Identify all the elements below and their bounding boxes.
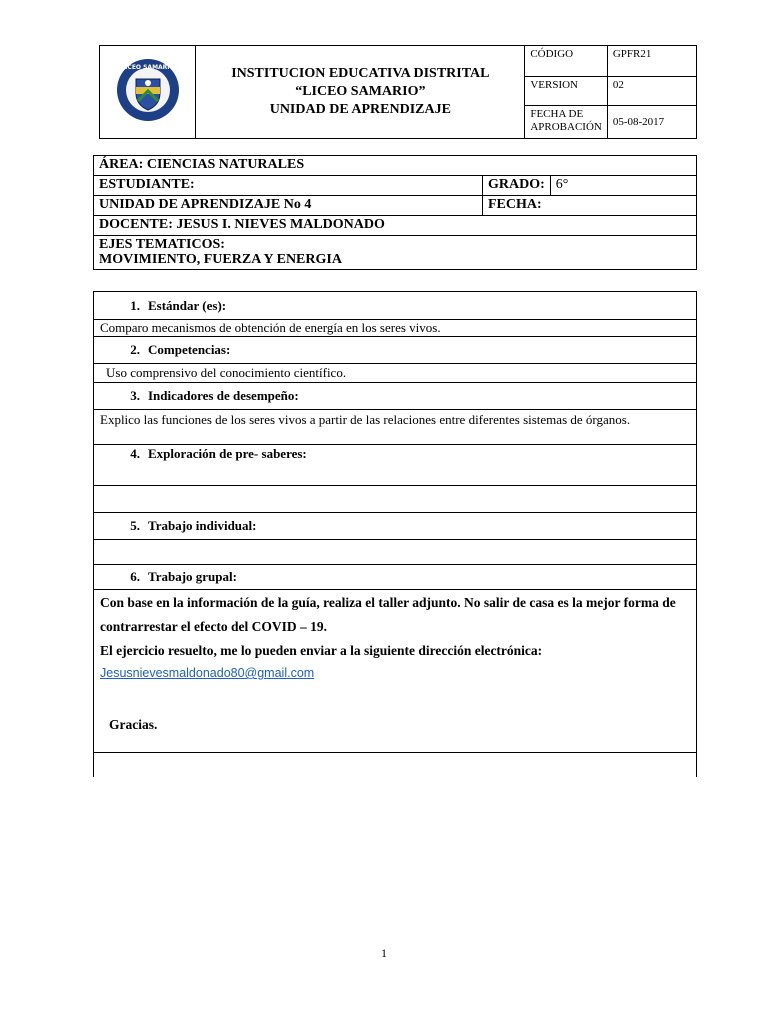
school-name: “LICEO SAMARIO” [295,84,426,99]
section-trabajo-grupal-header: 6. Trabajo grupal: [94,565,697,590]
section-title: Indicadores de desempeño: [148,388,299,403]
document-type: UNIDAD DE APRENDIZAJE [269,102,451,117]
fecha-aprobacion-label: FECHA DE APROBACIÓN [525,106,608,139]
grado-label: GRADO: [483,176,551,196]
svg-text:LICEO SAMARIO: LICEO SAMARIO [121,63,175,71]
institution-name: INSTITUCION EDUCATIVA DISTRITAL [231,66,490,81]
section-trabajo-grupal-body [94,590,697,753]
teacher-email-link[interactable]: Jesusnievesmaldonado80@gmail.com [100,666,315,680]
version-label: VERSION [525,77,608,106]
codigo-value: GPFR21 [607,46,696,77]
fecha-field[interactable]: FECHA: [483,196,697,216]
section-title: Trabajo grupal: [148,569,237,584]
section-title: Exploración de pre- saberes: [148,446,307,461]
grado-value: 6° [550,176,696,196]
trailing-empty-row [94,753,697,777]
header-table [99,45,697,139]
estudiante-field[interactable]: ESTUDIANTE: [94,176,483,196]
section-indicadores-text: Explico las funciones de los seres vivos a partir de las relaciones entre diferentes sistemas de órganos. [94,410,697,445]
section-competencias-header: 2. Competencias: [94,337,697,364]
submission-paragraph: El ejercicio resuelto, me lo pueden enviar a la siguiente dirección electrónica: [100,643,543,658]
instructions-paragraph: Con base en la información de la guía, realiza el taller adjunto. No salir de casa es la mejor forma de contrarrestar el efecto del COVID – 19. [100,595,676,634]
info-table [93,155,697,270]
section-presaberes-header: 4. Exploración de pre- saberes: [94,445,697,486]
learning-unit-table [93,291,697,777]
section-estandar-text: Comparo mecanismos de obtención de energía en los seres vivos. [94,320,697,337]
section-title: Trabajo individual: [148,518,257,533]
section-presaberes-answer[interactable] [94,486,697,513]
ejes-label: EJES TEMATICOS: [99,237,225,252]
section-trabajo-individual-header: 5. Trabajo individual: [94,513,697,540]
section-competencias-text: Uso comprensivo del conocimiento científico. [94,364,697,383]
thanks-text: Gracias. [109,717,158,732]
section-title: Estándar (es): [148,297,227,313]
page-number: 1 [381,946,387,960]
codigo-label: CÓDIGO [525,46,608,77]
section-estandar-header: 1. Estándar (es): [94,292,697,320]
section-indicadores-header: 3. Indicadores de desempeño: [94,383,697,410]
fecha-aprobacion-value: 05-08-2017 [607,106,696,139]
area-field: ÁREA: CIENCIAS NATURALES [94,156,697,176]
school-crest-icon [115,57,181,123]
unidad-field: UNIDAD DE APRENDIZAJE No 4 [94,196,483,216]
logo-cell [100,46,196,139]
section-title: Competencias: [148,342,231,357]
ejes-field [94,236,697,270]
section-trabajo-individual-answer[interactable] [94,540,697,565]
institution-title [196,46,525,139]
ejes-value: MOVIMIENTO, FUERZA Y ENERGIA [99,252,342,267]
version-value: 02 [607,77,696,106]
docente-field: DOCENTE: JESUS I. NIEVES MALDONADO [94,216,697,236]
